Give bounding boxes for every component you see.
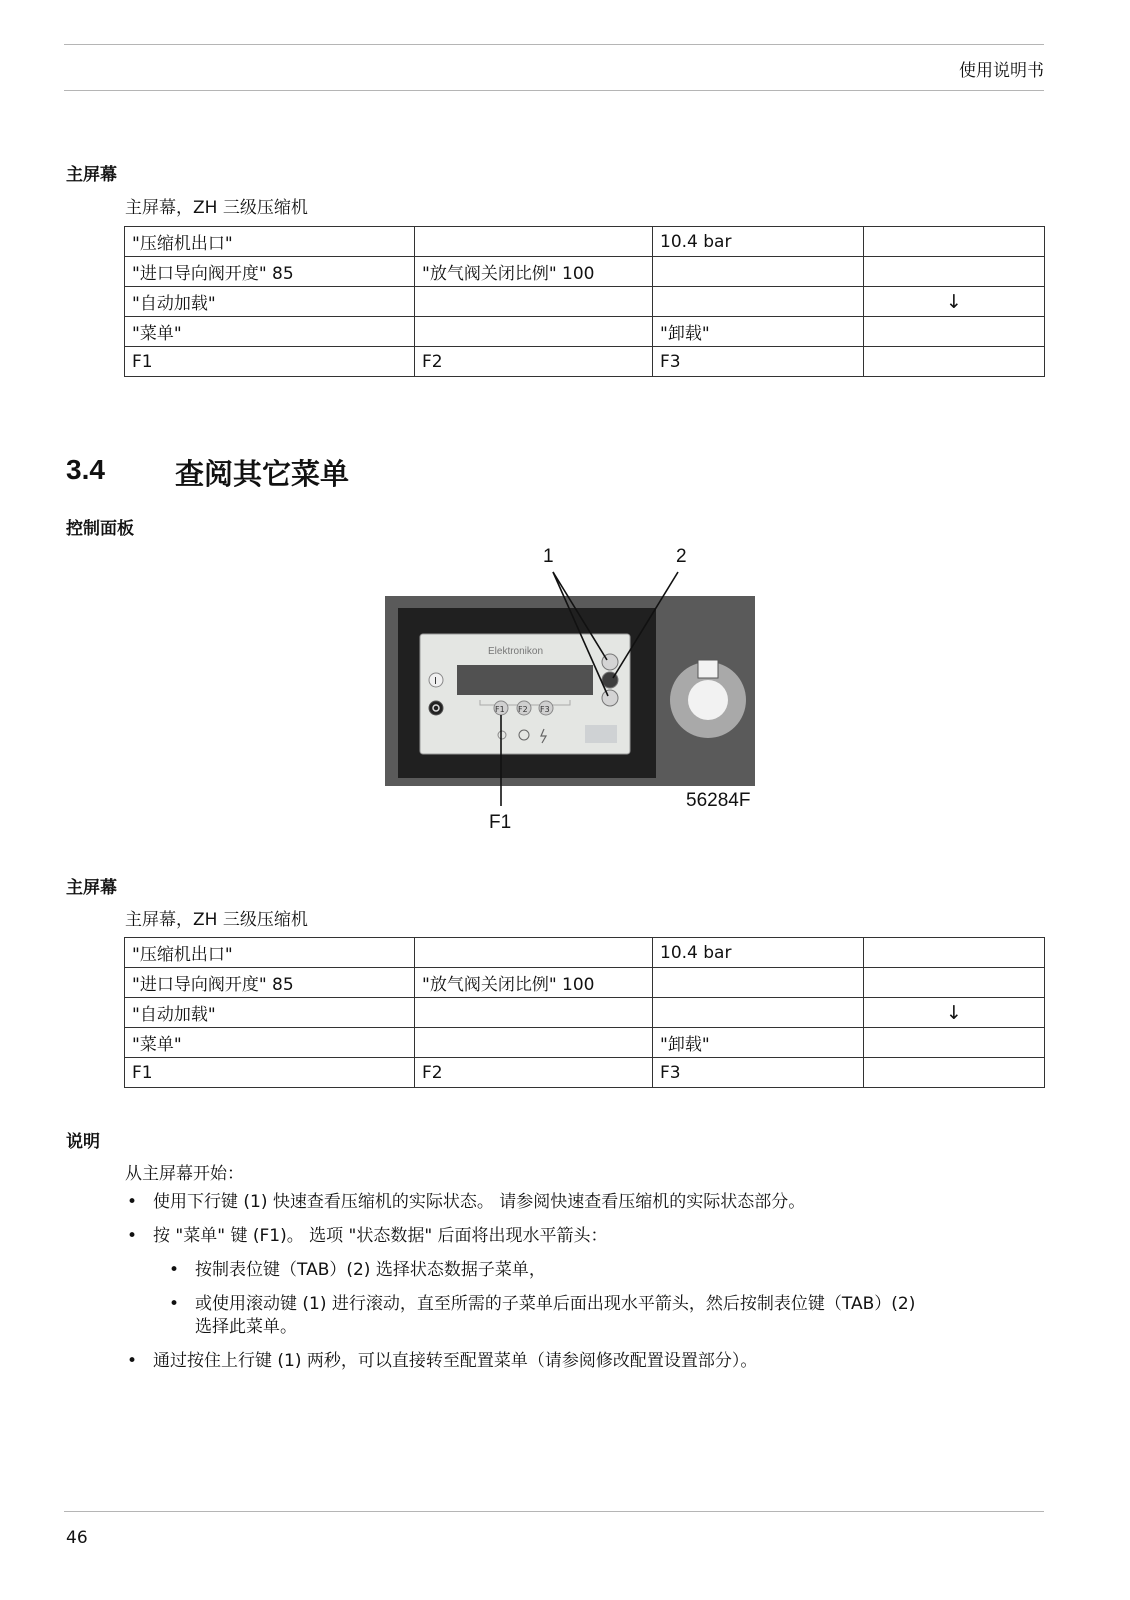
list-item-text: 按 "菜单" 键 (F1)。 选项 "状态数据" 后面将出现水平箭头： <box>153 1226 608 1246</box>
table-cell <box>864 938 1045 968</box>
figure-id-label: 56284F <box>686 790 751 811</box>
table-cell <box>415 317 653 347</box>
bullet-icon: • <box>169 1294 180 1314</box>
table-cell: F2 <box>415 347 653 377</box>
table-cell: F3 <box>653 347 864 377</box>
table-cell <box>864 968 1045 998</box>
section-number: 3.4 <box>66 454 105 485</box>
page-number: 46 <box>66 1528 88 1548</box>
table-cell: "进口导向阀开度" 85 <box>125 968 415 998</box>
control-panel-figure <box>380 540 780 860</box>
list-item-text: 选择此菜单。 <box>195 1317 297 1337</box>
list-item <box>127 1189 806 1215</box>
f2-key-label: F2 <box>518 705 528 714</box>
table-cell <box>864 1028 1045 1058</box>
list-item <box>127 1348 758 1374</box>
explanation-heading: 说明 <box>66 1132 100 1152</box>
main-screen-heading-2: 主屏幕 <box>66 878 117 898</box>
emergency-stop-center <box>688 680 728 720</box>
f1-key-label: F1 <box>495 705 505 714</box>
table-cell <box>415 287 653 317</box>
table-cell <box>415 1028 653 1058</box>
lcd-display <box>457 665 593 695</box>
bullet-icon: • <box>127 1192 138 1212</box>
table-cell: "自动加载" <box>125 998 415 1028</box>
down-arrow-key[interactable] <box>602 690 618 706</box>
table-row <box>125 257 1045 287</box>
main-screen-heading: 主屏幕 <box>66 165 117 185</box>
table-cell <box>415 998 653 1028</box>
sub-list-item <box>169 1257 546 1283</box>
table-cell <box>415 227 653 257</box>
table-cell <box>653 968 864 998</box>
table-cell <box>864 1058 1045 1088</box>
callout-f1-label: F1 <box>489 812 512 833</box>
table-row <box>125 938 1045 968</box>
main-screen-caption: 主屏幕，ZH 三级压缩机 <box>125 198 308 218</box>
table-cell: 10.4 bar <box>653 938 864 968</box>
table-cell <box>864 227 1045 257</box>
bullet-icon: • <box>169 1260 180 1280</box>
table-cell <box>653 287 864 317</box>
section-title: 查阅其它菜单 <box>175 457 350 491</box>
document-title: 使用说明书 <box>959 61 1044 81</box>
main-screen-caption-2: 主屏幕，ZH 三级压缩机 <box>125 910 308 930</box>
list-item-text: 或使用滚动键 (1) 进行滚动，直至所需的子菜单后面出现水平箭头，然后按制表位键（TAB）(2) <box>195 1294 916 1314</box>
control-panel-heading: 控制面板 <box>66 519 134 539</box>
table-row <box>125 1058 1045 1088</box>
table-cell <box>653 257 864 287</box>
table-cell: "进口导向阀开度" 85 <box>125 257 415 287</box>
down-arrow-icon: ↓ <box>864 998 1045 1028</box>
list-item <box>127 1223 608 1249</box>
callout-1-label: 1 <box>543 546 554 567</box>
stop-button[interactable] <box>429 701 443 715</box>
table-cell <box>864 257 1045 287</box>
sub-list-item <box>169 1291 916 1317</box>
table-row <box>125 227 1045 257</box>
table-row <box>125 287 1045 317</box>
table-cell: 10.4 bar <box>653 227 864 257</box>
f3-key-label: F3 <box>540 705 550 714</box>
table-cell: "压缩机出口" <box>125 227 415 257</box>
start-icon: I <box>434 676 437 687</box>
table-cell <box>864 347 1045 377</box>
list-item-text: 使用下行键 (1) 快速查看压缩机的实际状态。 请参阅快速查看压缩机的实际状态部分。 <box>153 1192 806 1212</box>
main-screen-table-2 <box>124 937 1045 1088</box>
list-item-text: 通过按住上行键 (1) 两秒，可以直接转至配置菜单（请参阅修改配置设置部分）。 <box>153 1351 758 1371</box>
table-cell: "卸载" <box>653 317 864 347</box>
table-row <box>125 998 1045 1028</box>
table-cell: F2 <box>415 1058 653 1088</box>
explanation-intro: 从主屏幕开始： <box>125 1164 244 1184</box>
sub-list-item-continued <box>195 1314 297 1340</box>
callout-2-label: 2 <box>676 546 687 567</box>
table-cell: "压缩机出口" <box>125 938 415 968</box>
table-row <box>125 347 1045 377</box>
table-cell: F1 <box>125 1058 415 1088</box>
table-cell: "卸载" <box>653 1028 864 1058</box>
table-row <box>125 1028 1045 1058</box>
bullet-icon: • <box>127 1226 138 1246</box>
table-cell: F1 <box>125 347 415 377</box>
table-row <box>125 968 1045 998</box>
bullet-icon: • <box>127 1351 138 1371</box>
main-screen-table <box>124 226 1045 377</box>
table-cell: "菜单" <box>125 317 415 347</box>
footer-rule <box>64 1511 1044 1512</box>
table-cell: "放气阀关闭比例" 100 <box>415 968 653 998</box>
table-cell <box>415 938 653 968</box>
warning-icon <box>698 660 718 678</box>
table-row <box>125 317 1045 347</box>
down-arrow-icon: ↓ <box>864 287 1045 317</box>
table-cell <box>864 317 1045 347</box>
table-cell: F3 <box>653 1058 864 1088</box>
table-cell: "菜单" <box>125 1028 415 1058</box>
brand-label: Elektronikon <box>488 646 544 657</box>
header-top-rule <box>64 44 1044 45</box>
header-bottom-rule <box>64 90 1044 91</box>
atlas-copco-logo <box>585 725 617 743</box>
table-cell <box>653 998 864 1028</box>
list-item-text: 按制表位键（TAB）(2) 选择状态数据子菜单， <box>195 1260 546 1280</box>
table-cell: "自动加载" <box>125 287 415 317</box>
table-cell: "放气阀关闭比例" 100 <box>415 257 653 287</box>
control-panel-photo <box>380 540 780 860</box>
